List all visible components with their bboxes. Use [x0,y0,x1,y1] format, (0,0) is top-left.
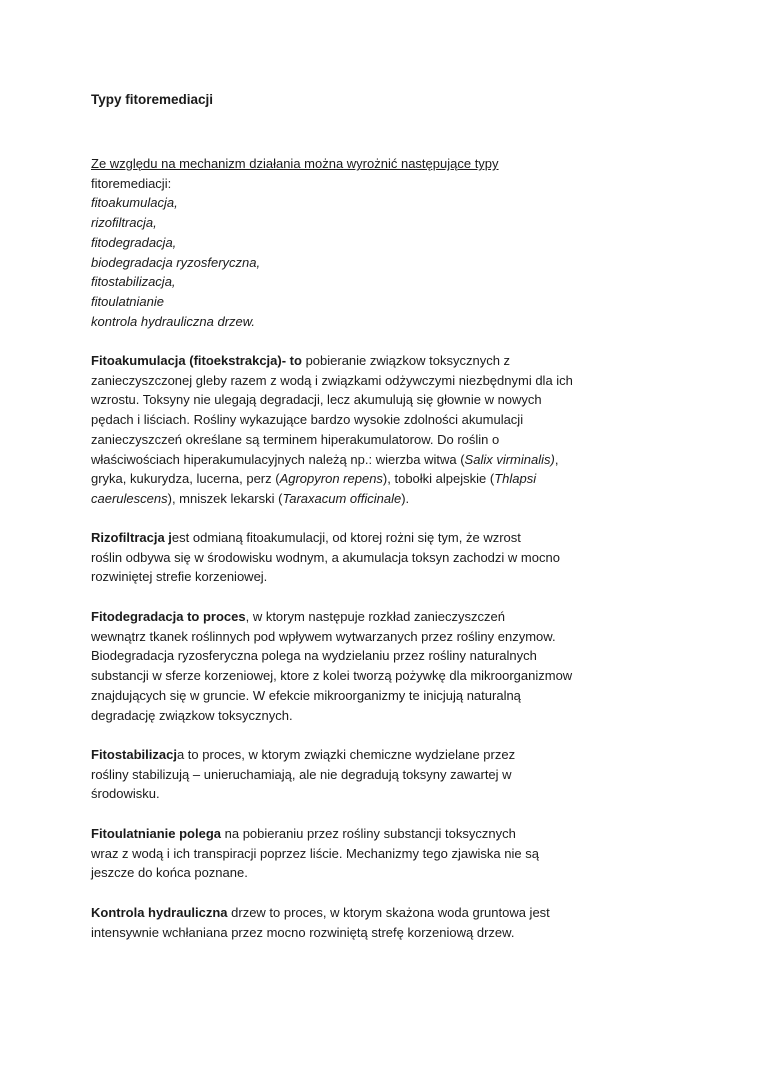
paragraph-line: znajdujących się w gruncie. W efekcie mikroorganizmy te inicjują naturalną [91,687,521,703]
kontrola-paragraph [91,903,691,942]
type-item: kontrola hydrauliczna drzew. [91,313,256,329]
paragraph-text: drzew to proces, w ktorym skażona woda gruntowa jest [227,905,550,920]
kontrola-term: Kontrola hydrauliczna [91,905,228,920]
paragraph-text: est odmianą fitoakumulacji, od ktorej rożni się tym, że wzrost [171,530,521,545]
paragraph-text: na pobieraniu przez rośliny substancji toksycznych [221,826,516,841]
fitoakumulacja-term: Fitoakumulacja (fitoekstrakcja)- to [91,353,302,368]
paragraph-line: wraz z wodą i ich transpiracji poprzez liście. Mechanizmy tego zjawiska nie są [91,845,539,861]
intro-lead-line-2: fitoremediacji: [91,175,172,191]
paragraph-line: substancji w sferze korzeniowej, ktore z kolei tworzą pożywkę dla mikroorganizmow [91,668,573,684]
paragraph-line: degradację związkow toksycznych. [91,707,293,723]
intro-section [91,154,691,331]
fitostabilizacja-paragraph [91,745,691,804]
fitodegradacja-paragraph [91,607,691,725]
paragraph-text: gryka, kukurydza, lucerna, perz ( [91,471,280,487]
type-item: fitoulatnianie [91,293,164,309]
latin-name: caerulescens [91,490,168,506]
paragraph-line: zanieczyszczeń określane są terminem hiperakumulatorow. Do roślin o [91,431,500,447]
type-item: biodegradacja ryzosferyczna, [91,254,261,270]
type-item: fitostabilizacja, [91,274,176,290]
paragraph-line: rozwiniętej strefie korzeniowej. [91,569,268,585]
paragraph-text: , w ktorym następuje rozkład zanieczyszczeń [245,609,505,624]
paragraph-line: Biodegradacja ryzosferyczna polega na wydzielaniu przez rośliny naturalnych [91,648,537,664]
fitoulatnianie-term: Fitoulatnianie polega [91,826,222,841]
latin-name: Taraxacum officinale [282,490,402,506]
rizofiltracja-paragraph [91,528,691,587]
paragraph-text: a to proces, w ktorym związki chemiczne wydzielane przez [176,747,516,762]
fitoulatnianie-paragraph [91,824,691,883]
paragraph-text: ), tobołki alpejskie ( [382,471,495,487]
paragraph-line: pędach i liściach. Rośliny wykazujące bardzo wysokie zdolności akumulacji [91,412,524,428]
paragraph-line: wewnątrz tkanek roślinnych pod wpływem wytwarzanych przez rośliny enzymow. [91,628,556,644]
paragraph-text: , [554,451,559,467]
paragraph-line: zanieczyszczonej gleby razem z wodą i związkami odżywczymi niezbędnymi dla ich [91,372,573,388]
fitoakumulacja-paragraph [91,351,691,509]
latin-name: Thlapsi [494,471,537,487]
fitostabilizacja-term: Fitostabilizacj [91,747,177,762]
latin-name: Salix virminalis) [464,451,555,467]
paragraph-text: ). [401,490,410,506]
paragraph-text: pobieranie związkow toksycznych z [301,353,511,368]
type-item: fitoakumulacja, [91,195,178,211]
intro-lead-line-1: Ze względu na mechanizm działania można wyrożnić następujące typy [91,156,499,171]
latin-name: Agropyron repens [279,471,383,487]
fitodegradacja-term: Fitodegradacja to proces [91,609,246,624]
paragraph-line: środowisku. [91,786,160,802]
paragraph-line: rośliny stabilizują – unieruchamiają, ale nie degradują toksyny zawartej w [91,766,512,782]
paragraph-line: jeszcze do końca poznane. [91,865,248,881]
page-title: Typy fitoremediacji [91,92,214,107]
type-item: rizofiltracja, [91,215,157,231]
type-item: fitodegradacja, [91,234,177,250]
rizofiltracja-term: Rizofiltracja j [91,530,172,545]
paragraph-text: właściwościach hiperakumulacyjnych należą np.: wierzba witwa ( [91,451,465,467]
paragraph-line: roślin odbywa się w środowisku wodnym, a akumulacja toksyn zachodzi w mocno [91,549,560,565]
paragraph-text: ), mniszek lekarski ( [167,490,283,506]
paragraph-line: intensywnie wchłaniana przez mocno rozwiniętą strefę korzeniową drzew. [91,924,515,940]
paragraph-line: wzrostu. Toksyny nie ulegają degradacji, lecz akumulują się głownie w nowych [91,392,542,408]
